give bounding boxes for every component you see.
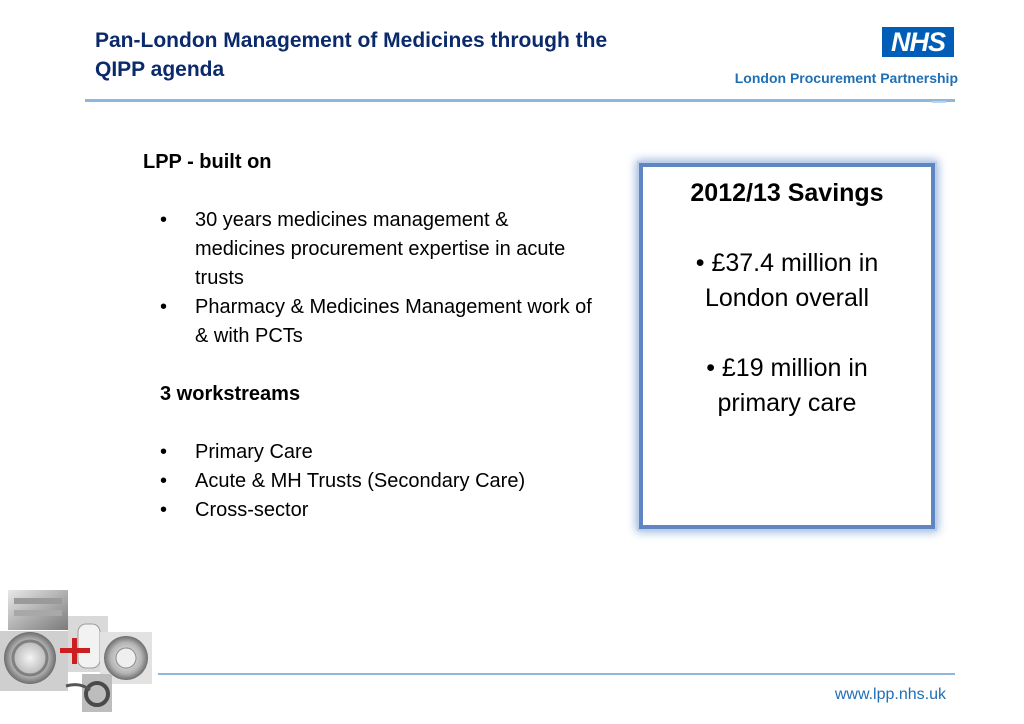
nhs-logo: NHS — [882, 27, 954, 57]
website-link[interactable]: www.lpp.nhs.uk — [834, 686, 946, 703]
spacer — [143, 177, 603, 206]
section-heading-workstreams: 3 workstreams — [160, 383, 301, 405]
savings-item-london: • £37.4 million in London overall — [695, 249, 879, 312]
spacer — [143, 351, 603, 380]
section-heading-built-on: LPP - built on — [143, 151, 272, 173]
content-left-column — [143, 148, 603, 525]
header-divider-accent — [932, 101, 946, 103]
slide-title-line1: Pan-London Management of Medicines through the — [95, 29, 608, 52]
footer-divider — [158, 673, 955, 675]
savings-title: 2012/13 Savings — [690, 179, 884, 207]
workstreams-list — [143, 438, 603, 525]
savings-item-primary-care: • £19 million in primary care — [706, 354, 868, 417]
list-item: • Cross-sector — [160, 496, 603, 525]
savings-callout-box — [639, 163, 935, 529]
spacer — [143, 409, 603, 438]
medicine-photo-collage — [0, 586, 155, 716]
list-item: • Pharmacy & Medicines Management work of & with PCTs — [160, 293, 603, 351]
list-item: • 30 years medicines management & medicines procurement expertise in acute trusts — [160, 206, 603, 293]
slide-title-line2: QIPP agenda — [95, 58, 225, 81]
collage-image — [0, 586, 155, 716]
slide-title — [95, 26, 715, 84]
org-name: London Procurement Partnership — [734, 70, 958, 86]
list-item: • Acute & MH Trusts (Secondary Care) — [160, 467, 603, 496]
list-item: • Primary Care — [160, 438, 603, 467]
built-on-list — [143, 206, 603, 351]
header-divider — [85, 99, 955, 102]
